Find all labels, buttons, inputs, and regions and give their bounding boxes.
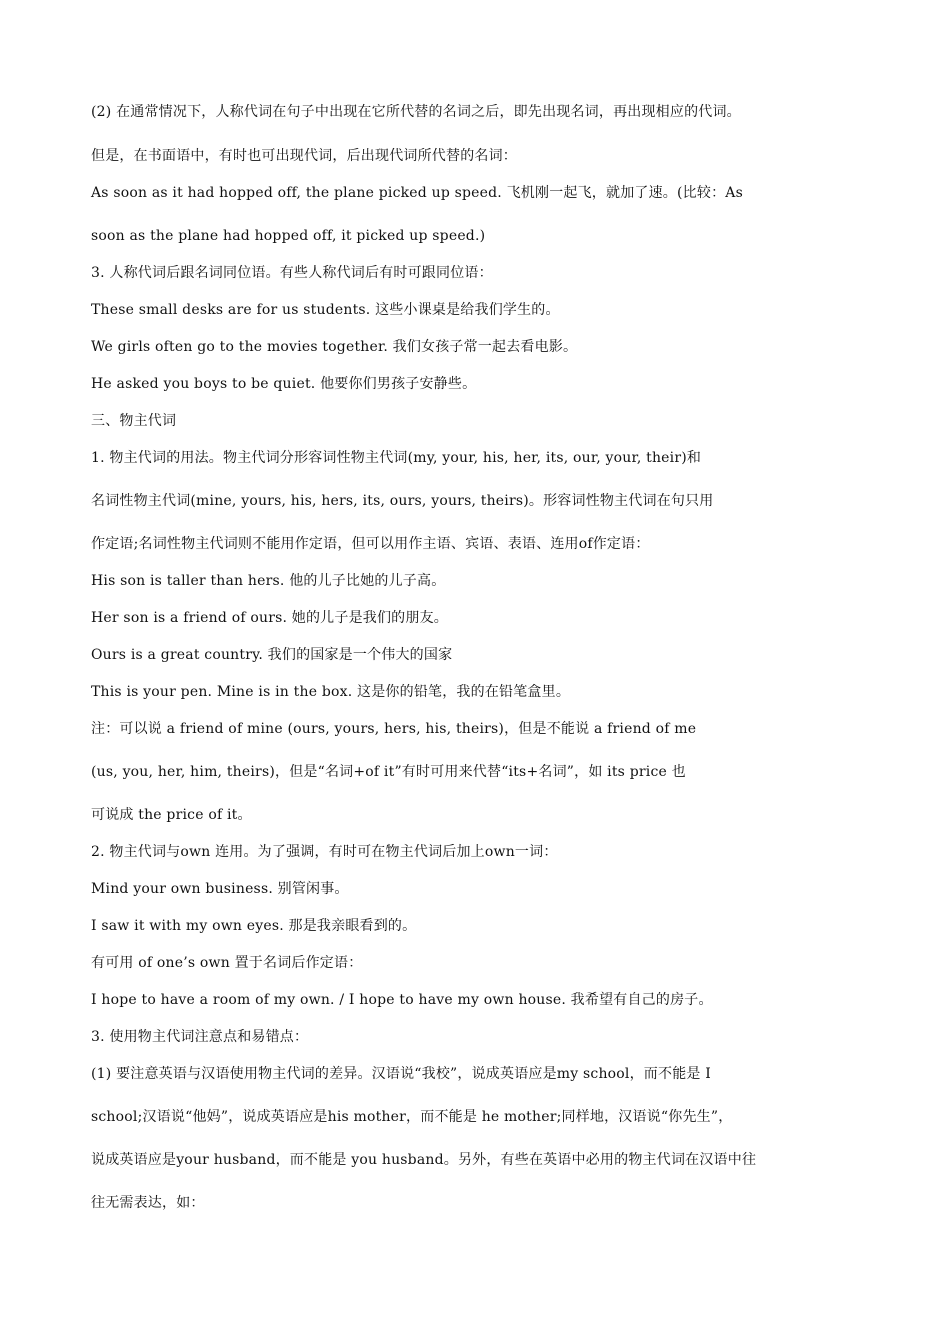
text-line: 可说成 the price of it。	[91, 807, 252, 823]
text-line: (2) 在通常情况下，人称代词在句子中出现在它所代替的名词之后，即先出现名词，再出现相应的代词。	[91, 104, 741, 120]
text-line: We girls often go to the movies together. 我们女孩子常一起去看电影。	[91, 339, 578, 355]
text-line: 名词性物主代词(mine, yours, his, hers, its, ours, yours, theirs)。形容词性物主代词在句只用	[91, 493, 714, 509]
text-line: His son is taller than hers. 他的儿子比她的儿子高。	[91, 573, 446, 589]
text-line: I hope to have a room of my own. / I hope to have my own house. 我希望有自己的房子。	[91, 992, 713, 1008]
text-line: I saw it with my own eyes. 那是我亲眼看到的。	[91, 918, 417, 934]
text-line: 注：可以说 a friend of mine (ours, yours, hers, his, theirs)，但是不能说 a friend of me	[91, 721, 697, 737]
text-line: He asked you boys to be quiet. 他要你们男孩子安静些。	[91, 376, 477, 392]
text-line: 往无需表达，如：	[91, 1195, 205, 1211]
text-line: school;汉语说“他妈”，说成英语应是his mother，而不能是 he mother;同样地，汉语说“你先生”，	[91, 1109, 733, 1125]
text-line: 但是，在书面语中，有时也可出现代词，后出现代词所代替的名词：	[91, 148, 517, 164]
text-line: 说成英语应是your husband，而不能是 you husband。另外，有些在英语中必用的物主代词在汉语中往	[91, 1152, 757, 1168]
text-line: Ours is a great country. 我们的国家是一个伟大的国家	[91, 647, 453, 663]
text-line: (us, you, her, him, theirs)，但是“名词+of it”有时可用来代替“its+名词”，如 its price 也	[91, 764, 686, 780]
text-line: 作定语;名词性物主代词则不能用作定语，但可以用作主语、宾语、表语、连用of作定语：	[91, 536, 650, 552]
text-line: (1) 要注意英语与汉语使用物主代词的差异。汉语说“我校”，说成英语应是my school，而不能是 I	[91, 1066, 711, 1082]
section-heading: 三、物主代词	[91, 413, 177, 429]
text-line: Her son is a friend of ours. 她的儿子是我们的朋友。	[91, 610, 448, 626]
text-line: 2. 物主代词与own 连用。为了强调，有时可在物主代词后加上own一词：	[91, 844, 558, 860]
text-line: 1. 物主代词的用法。物主代词分形容词性物主代词(my, your, his, her, its, our, your, their)和	[91, 450, 702, 466]
text-line: This is your pen. Mine is in the box. 这是你的铅笔，我的在铅笔盒里。	[91, 684, 571, 700]
text-line: 3. 使用物主代词注意点和易错点：	[91, 1029, 309, 1045]
text-line: 有可用 of one’s own 置于名词后作定语：	[91, 955, 363, 971]
text-line: These small desks are for us students. 这些小课桌是给我们学生的。	[91, 302, 560, 318]
text-line: soon as the plane had hopped off, it picked up speed.)	[91, 228, 486, 244]
text-line: 3. 人称代词后跟名词同位语。有些人称代词后有时可跟同位语：	[91, 265, 493, 281]
text-line: As soon as it had hopped off, the plane picked up speed. 飞机刚一起飞，就加了速。(比较：As	[91, 185, 743, 201]
text-line: Mind your own business. 别管闲事。	[91, 881, 349, 897]
